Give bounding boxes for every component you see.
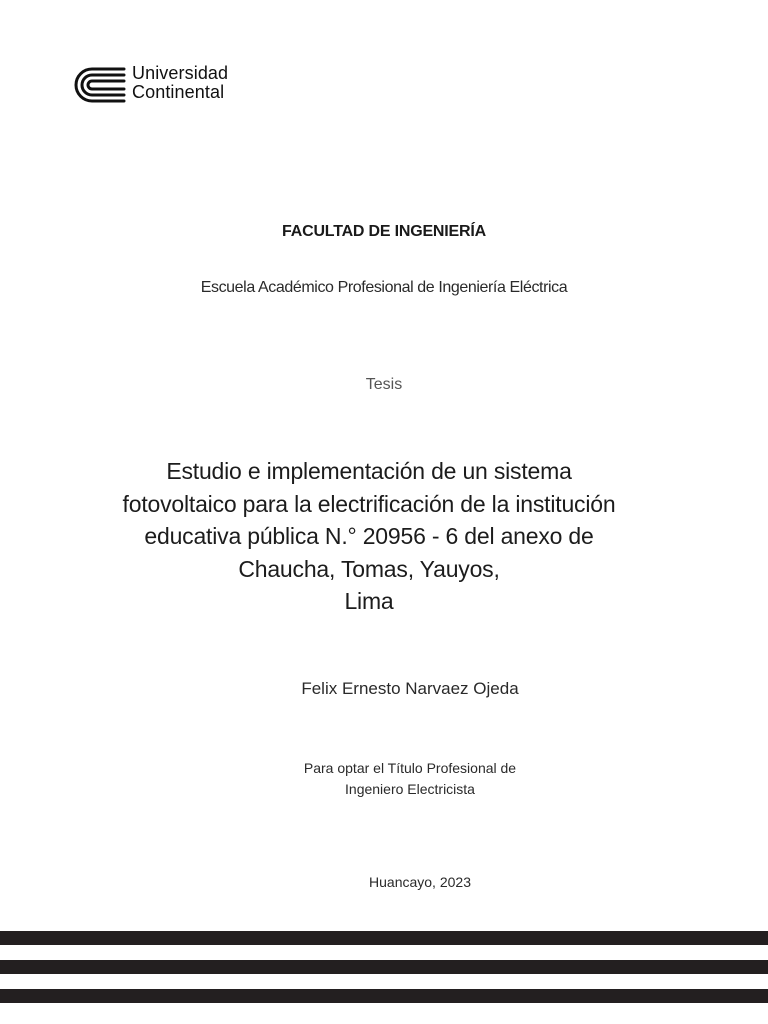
title-line: educativa pública N.° 20956 - 6 del anexo de xyxy=(144,523,594,549)
logo-line-1: Universidad xyxy=(132,63,229,83)
degree-statement xyxy=(76,758,744,800)
title-line: fotovoltaico para la electrificación de la institución xyxy=(122,490,616,517)
document-type: Tesis xyxy=(365,376,403,393)
logo-line-2: Continental xyxy=(132,82,225,102)
place-date: Huancayo, 2023 xyxy=(369,874,471,890)
thesis-title xyxy=(80,455,658,618)
decorative-stripe xyxy=(0,989,768,1003)
degree-line: Para optar el Título Profesional de xyxy=(303,760,517,776)
faculty-heading: FACULTAD DE INGENIERÍA xyxy=(282,223,486,240)
decorative-stripe xyxy=(0,931,768,945)
title-line: Chaucha, Tomas, Yauyos, xyxy=(238,555,500,582)
author-name: Felix Ernesto Narvaez Ojeda xyxy=(301,679,519,698)
school-name: Escuela Académico Profesional de Ingeniería Eléctrica xyxy=(200,279,568,296)
decorative-stripe xyxy=(0,960,768,974)
degree-line: Ingeniero Electricista xyxy=(345,781,475,797)
university-logo xyxy=(74,64,254,108)
title-line: Estudio e implementación de un sistema xyxy=(166,458,572,484)
logo-wordmark xyxy=(132,64,228,102)
title-line: Lima xyxy=(344,588,394,614)
university-continental-logo-icon xyxy=(74,67,126,103)
